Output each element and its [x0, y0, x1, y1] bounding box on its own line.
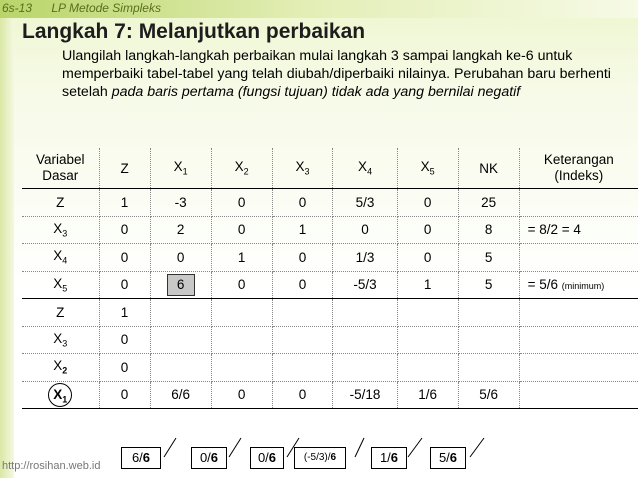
cell-var: $X_2$	[22, 354, 99, 382]
paragraph-normal: Ulangilah langkah-langkah perbaikan mulai langkah 3 sampai langkah ke-6 untuk memperbaiki tabel-tabel yang telah diubah/diperbaiki nilainya. Perubahan baru berhenti setelah	[62, 48, 611, 100]
cell: 6/6	[150, 381, 211, 409]
cell: 8	[458, 216, 519, 244]
pivot-element: 6	[167, 274, 195, 296]
cell: 0	[333, 216, 397, 244]
cell: 1/3	[333, 244, 397, 272]
cell: 0	[99, 244, 150, 272]
cell: 0	[99, 381, 150, 409]
slide-title: Langkah 7: Melanjutkan perbaikan	[22, 20, 366, 43]
minimum-note: (minimum)	[561, 281, 605, 292]
cell: 0	[211, 189, 272, 217]
callout-line	[470, 438, 484, 457]
cell: 0	[272, 381, 333, 409]
cell: 25	[458, 189, 519, 217]
fraction-box-x5: 1/6	[371, 447, 407, 469]
header-x5: $X_5$	[397, 148, 458, 189]
header-keterangan: Keterangan (Indeks)	[519, 148, 638, 189]
cell: 2	[150, 216, 211, 244]
cell: 0	[99, 216, 150, 244]
callout-line	[164, 438, 176, 457]
cell: 0	[99, 326, 150, 354]
cell: 0	[211, 381, 272, 409]
cell-var: Z	[22, 299, 99, 327]
paragraph-italic: pada baris pertama (fungsi tujuan) tidak ada yang bernilai negatif	[111, 84, 521, 100]
cell: 0	[272, 244, 333, 272]
cell: 1	[99, 299, 150, 327]
ratio-text: = 5/6	[527, 277, 559, 293]
header-x2: $X_2$	[211, 148, 272, 189]
callout-line	[355, 438, 364, 457]
cell: 0	[99, 354, 150, 382]
fraction-box-x1: 6/6	[121, 447, 161, 469]
header-x4: $X_4$	[333, 148, 397, 189]
cell: 0	[272, 271, 333, 299]
cell: -5/18	[333, 381, 397, 409]
cell: 1	[272, 216, 333, 244]
cell: -3	[150, 189, 211, 217]
cell: 5	[458, 271, 519, 299]
header-variabel-dasar: Variabel Dasar	[22, 148, 99, 189]
cell: 0	[272, 189, 333, 217]
course-name: LP Metode Simpleks	[51, 1, 161, 15]
callout-line	[229, 438, 241, 457]
cell: 1/6	[397, 381, 458, 409]
cell: 1	[397, 271, 458, 299]
header-nk: NK	[458, 148, 519, 189]
cell: 0	[397, 189, 458, 217]
fraction-box-x4: (-5/3)/6	[294, 447, 346, 469]
cell: 0	[150, 244, 211, 272]
header-z: Z	[99, 148, 150, 189]
fraction-box-x2: 0/6	[191, 447, 227, 469]
fraction-box-x3: 0/6	[250, 447, 284, 469]
cell: 1	[99, 189, 150, 217]
cell: 5/3	[333, 189, 397, 217]
cell: 0	[211, 216, 272, 244]
cell: 0	[397, 244, 458, 272]
callout-line	[408, 438, 422, 457]
cell-var: $X_4$	[22, 244, 99, 272]
cell: 0	[397, 216, 458, 244]
fraction-box-nk: 5/6	[430, 447, 466, 469]
cell: 5	[458, 244, 519, 272]
entering-variable-circle: $X_1$	[48, 383, 72, 407]
header-x1: $X_1$	[150, 148, 211, 189]
footer-url: http://rosihan.web.id	[2, 460, 101, 472]
cell: -5/3	[333, 271, 397, 299]
cell-var: $X_3$	[22, 216, 99, 244]
cell-var: $X_3$	[22, 326, 99, 354]
cell-var: $X_5$	[22, 271, 99, 299]
cell-keterangan: = 8/2 = 4	[519, 216, 638, 244]
cell: 1	[211, 244, 272, 272]
cell-var: Z	[22, 189, 99, 217]
cell: 0	[99, 271, 150, 299]
slide-number: 6s-13	[2, 1, 33, 15]
cell: 0	[211, 271, 272, 299]
header-x3: $X_3$	[272, 148, 333, 189]
cell: 5/6	[458, 381, 519, 409]
